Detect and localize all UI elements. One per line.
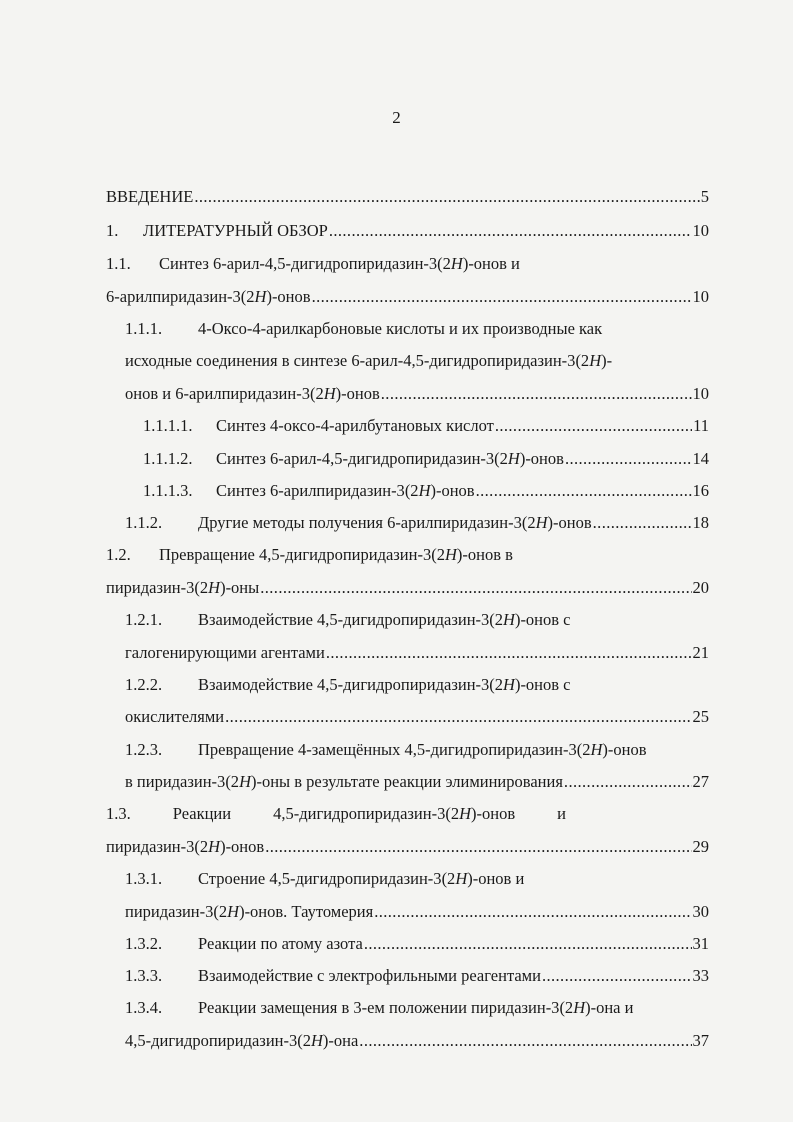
toc-entry-title: Синтез 4-оксо-4-арилбутановых кислот <box>216 416 494 435</box>
toc-entry-number: 1. <box>106 221 119 240</box>
leader-dots <box>326 643 692 663</box>
toc-entry-1-1-1-line2[interactable] <box>125 351 709 371</box>
toc-entry-title: Взаимодействие 4,5-дигидропиридазин-3(2H)-онов с <box>198 610 571 629</box>
toc-page-number: 27 <box>692 772 709 791</box>
toc-entry-number: 1.3.1. <box>125 869 163 888</box>
toc-page-number: 31 <box>692 934 709 953</box>
toc-entry-title-cont: пиридазин-3(2H)-онов <box>106 837 265 856</box>
toc-entry-1-3-4-line1[interactable] <box>125 998 709 1018</box>
toc-entry-1-1-1-1[interactable] <box>143 416 709 436</box>
leader-dots <box>564 772 692 792</box>
toc-entry-title: Строение 4,5-дигидропиридазин-3(2H)-онов и <box>198 869 525 888</box>
toc-entry-number: 1.1.1.1. <box>143 416 193 435</box>
toc-entry-title: Синтез 6-арилпиридазин-3(2H)-онов <box>216 481 475 500</box>
toc-entry-1-1-1-line1[interactable] <box>125 319 709 339</box>
toc-entry-1-3-2[interactable] <box>125 934 709 954</box>
leader-dots <box>265 837 691 857</box>
toc-page-number: 30 <box>692 902 709 921</box>
toc-entry-1-2-1-line2[interactable] <box>125 643 709 663</box>
toc-entry-title-cont: пиридазин-3(2H)-оны <box>106 578 260 597</box>
toc-entry-title-cont: онов и 6-арилпиридазин-3(2H)-онов <box>125 384 380 403</box>
toc-entry-1-3-line1[interactable] <box>106 804 566 824</box>
toc-entry-1-2-line1[interactable] <box>106 545 709 565</box>
leader-dots <box>381 384 692 404</box>
toc-entry-title: Реакции замещения в 3-ем положении пиридазин-3(2H)-она и <box>198 998 634 1017</box>
toc-entry-number: 1.2.2. <box>125 675 163 694</box>
leader-dots <box>260 578 691 598</box>
toc-entry-title-word: Реакции <box>172 804 232 823</box>
toc-entry-title: ЛИТЕРАТУРНЫЙ ОБЗОР <box>143 221 328 240</box>
toc-entry-1-1-2[interactable] <box>125 513 709 533</box>
toc-entry-1-3-3[interactable] <box>125 966 709 986</box>
toc-page-number: 11 <box>693 416 709 435</box>
toc-entry-title-word: и <box>557 804 566 823</box>
toc-entry-1-3-1-line1[interactable] <box>125 869 709 889</box>
leader-dots <box>225 707 691 727</box>
toc-entry-number: 1.1.1. <box>125 319 163 338</box>
toc-entry-1-2-line2[interactable] <box>106 578 709 598</box>
toc-entry-title-cont: окислителями <box>125 707 225 726</box>
page-number: 2 <box>392 108 401 127</box>
toc-entry-title: Синтез 6-арил-4,5-дигидропиридазин-3(2H)-онов <box>216 449 564 468</box>
toc-page-number: 14 <box>692 449 709 468</box>
toc-entry-title: Взаимодействие 4,5-дигидропиридазин-3(2H)-онов с <box>198 675 571 694</box>
toc-page-number: 20 <box>692 578 709 597</box>
toc-entry-number: 1.3. <box>106 804 131 823</box>
leader-dots <box>593 513 692 533</box>
toc-entry-1-1-line1[interactable] <box>106 254 709 274</box>
toc-entry-title: Превращение 4,5-дигидропиридазин-3(2H)-онов в <box>159 545 513 564</box>
toc-entry-1-3-1-line2[interactable] <box>125 902 709 922</box>
toc-entry-title-cont: пиридазин-3(2H)-онов. Таутомерия <box>125 902 374 921</box>
toc-entry-1-1-line2[interactable] <box>106 287 709 307</box>
toc-entry-number: 1.2. <box>106 545 131 564</box>
leader-dots <box>476 481 692 501</box>
toc-page-number: 5 <box>700 187 709 206</box>
toc-entry-number: 1.3.3. <box>125 966 163 985</box>
leader-dots <box>359 1031 691 1051</box>
toc-entry-number: 1.1.1.2. <box>143 449 193 468</box>
toc-entry-1-2-2-line1[interactable] <box>125 675 709 695</box>
toc-entry-1-2-1-line1[interactable] <box>125 610 709 630</box>
leader-dots <box>194 187 699 207</box>
toc-page-number: 25 <box>692 707 709 726</box>
toc-entry-1-2-2-line2[interactable] <box>125 707 709 727</box>
leader-dots <box>374 902 691 922</box>
toc-entry-1-3-line2[interactable] <box>106 837 709 857</box>
toc-entry-title-cont: 4,5-дигидропиридазин-3(2H)-она <box>125 1031 359 1050</box>
toc-entry-title: Реакции по атому азота <box>198 934 363 953</box>
toc-entry-number: 1.1. <box>106 254 131 273</box>
toc-page-number: 10 <box>692 384 709 403</box>
leader-dots <box>364 934 692 954</box>
toc-page-number: 37 <box>692 1031 709 1050</box>
toc-entry-chapter-1[interactable] <box>106 221 709 241</box>
toc-entry-1-1-1-3[interactable] <box>143 481 709 501</box>
toc-entry-title-cont: исходные соединения в синтезе 6-арил-4,5-дигидропиридазин-3(2H)- <box>125 351 613 370</box>
toc-entry-title-cont: 6-арилпиридазин-3(2H)-онов <box>106 287 311 306</box>
toc-entry-1-1-1-line3[interactable] <box>125 384 709 404</box>
toc-entry-number: 1.2.3. <box>125 740 163 759</box>
toc-entry-number: 1.3.4. <box>125 998 163 1017</box>
toc-entry-1-1-1-2[interactable] <box>143 449 709 469</box>
toc-page-number: 18 <box>692 513 709 532</box>
toc-page-number: 21 <box>692 643 709 662</box>
toc-entry-title: Превращение 4-замещённых 4,5-дигидропиридазин-3(2H)-онов <box>198 740 647 759</box>
toc-entry-number: 1.1.2. <box>125 513 163 532</box>
toc-entry-number: 1.1.1.3. <box>143 481 193 500</box>
toc-entry-title: Взаимодействие с электрофильными реагентами <box>198 966 541 985</box>
toc-page-number: 16 <box>692 481 709 500</box>
toc-entry-1-2-3-line1[interactable] <box>125 740 709 760</box>
leader-dots <box>565 449 692 469</box>
leader-dots <box>329 221 692 241</box>
toc-entry-1-2-3-line2[interactable] <box>125 772 709 792</box>
toc-entry-title: 4-Оксо-4-арилкарбоновые кислоты и их производные как <box>198 319 603 338</box>
toc-entry-title-cont: галогенирующими агентами <box>125 643 325 662</box>
toc-entry-title: ВВЕДЕНИЕ <box>106 187 194 206</box>
toc-entry-title-word: 4,5-дигидропиридазин-3(2H)-онов <box>273 804 516 823</box>
toc-page-number: 10 <box>692 221 709 240</box>
leader-dots <box>542 966 692 986</box>
toc-entry-title: Другие методы получения 6-арилпиридазин-3(2H)-онов <box>198 513 592 532</box>
toc-entry-intro[interactable] <box>106 187 709 207</box>
toc-page-number: 33 <box>692 966 709 985</box>
toc-page-number: 10 <box>692 287 709 306</box>
toc-entry-1-3-4-line2[interactable] <box>125 1031 709 1051</box>
toc-entry-title: Синтез 6-арил-4,5-дигидропиридазин-3(2H)-онов и <box>159 254 520 273</box>
toc-entry-title-cont: в пиридазин-3(2H)-оны в результате реакции элиминирования <box>125 772 563 791</box>
toc-entry-number: 1.3.2. <box>125 934 163 953</box>
toc-entry-number: 1.2.1. <box>125 610 163 629</box>
leader-dots <box>312 287 692 307</box>
leader-dots <box>495 416 692 436</box>
toc-page-number: 29 <box>692 837 709 856</box>
